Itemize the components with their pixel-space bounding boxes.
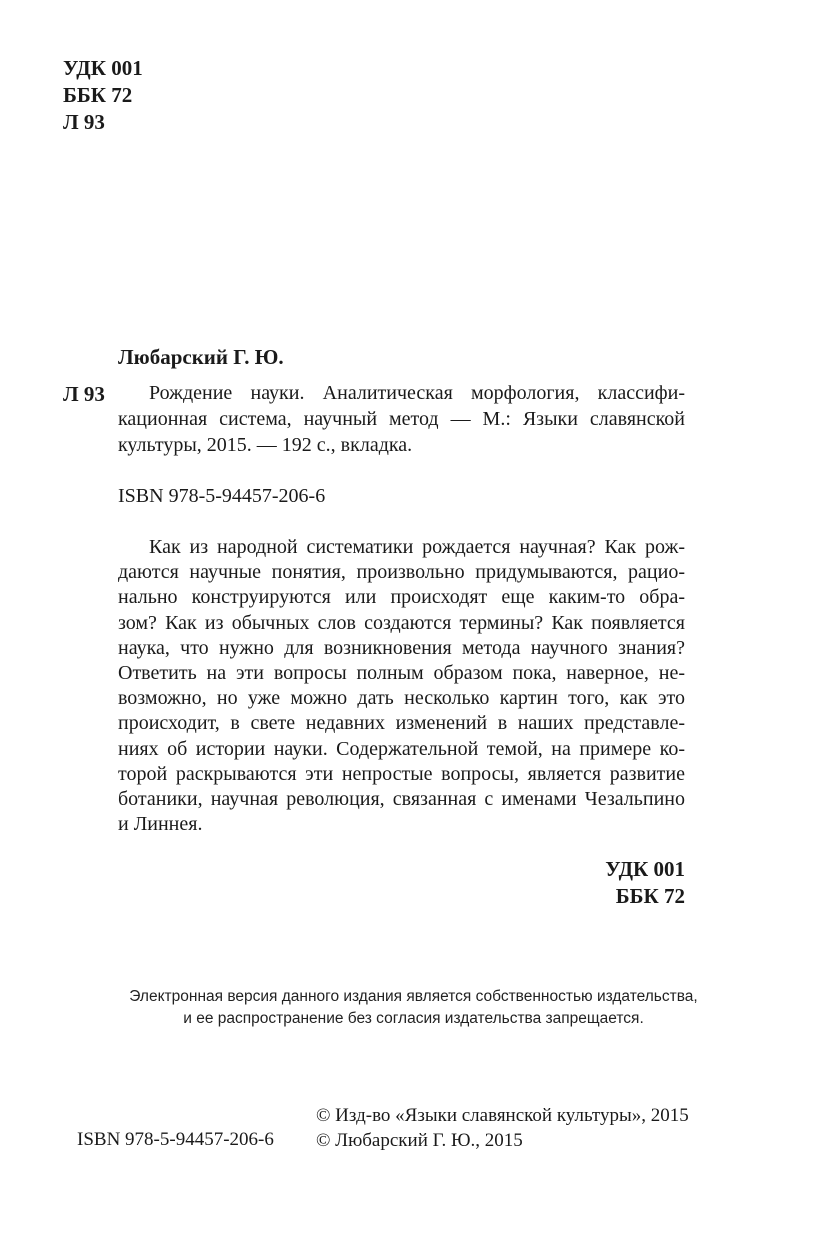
abstract-line: наука, что нужно для возникновения метода научного знания? [118, 636, 685, 659]
udk-code: УДК 001 [63, 56, 143, 80]
abstract-line: зом? Как из обычных слов создаются термины? Как появляется [118, 611, 685, 634]
classification-codes-right [605, 856, 685, 910]
classification-codes-top [63, 55, 143, 136]
abstract-line: возможно, но уже можно дать несколько картин того, как это [118, 687, 685, 710]
abstract-line: Как из народной систематики рождается научная? Как рож- [149, 536, 685, 558]
bibliographic-description [118, 380, 685, 458]
notice-line: Электронная версия данного издания является собственностью издательства, [129, 988, 698, 1005]
abstract-line: торой раскрываются эти непростые вопросы, является развитие [118, 762, 685, 785]
abstract-line: Ответить на эти вопросы полным образом пока, наверное, не- [118, 662, 685, 685]
bbk-code: ББК 72 [63, 83, 133, 107]
abstract-line: ниях об истории науки. Содержательной темой, на примере ко- [118, 737, 685, 760]
copyright-notice [0, 986, 827, 1030]
author-copyright: © Любарский Г. Ю., 2015 [316, 1130, 523, 1151]
abstract-line: и Линнея. [118, 813, 203, 836]
abstract-line: происходит, в свете недавних изменений в наших представле- [118, 712, 685, 735]
author-name: Любарский Г. Ю. [118, 345, 284, 369]
biblio-line: культуры, 2015. — 192 с., вкладка. [118, 434, 413, 456]
biblio-line: Рождение науки. Аналитическая морфология, классифи- [149, 382, 685, 404]
bbk-code: ББК 72 [615, 884, 685, 908]
abstract-line: нально конструируются или происходят еще каким-то обра- [118, 586, 685, 609]
isbn-bottom: ISBN 978-5-94457-206-6 [77, 1129, 274, 1150]
isbn-entry: ISBN 978-5-94457-206-6 [118, 485, 326, 507]
entry-author-mark: Л 93 [63, 382, 105, 406]
abstract-line: даются научные понятия, произвольно придумываются, рацио- [118, 561, 685, 584]
abstract-line: ботаники, научная революция, связанная с именами Чезальпино [118, 788, 685, 811]
author-mark: Л 93 [63, 110, 105, 134]
biblio-line: кационная система, научный метод — М.: Языки славянской [118, 408, 685, 430]
publisher-copyright: © Изд-во «Языки славянской культуры», 2015 [316, 1105, 689, 1126]
copyright-lines [316, 1103, 689, 1153]
abstract [118, 535, 685, 837]
notice-line: и ее распространение без согласия издательства запрещается. [183, 1010, 644, 1027]
udk-code: УДК 001 [605, 857, 685, 881]
